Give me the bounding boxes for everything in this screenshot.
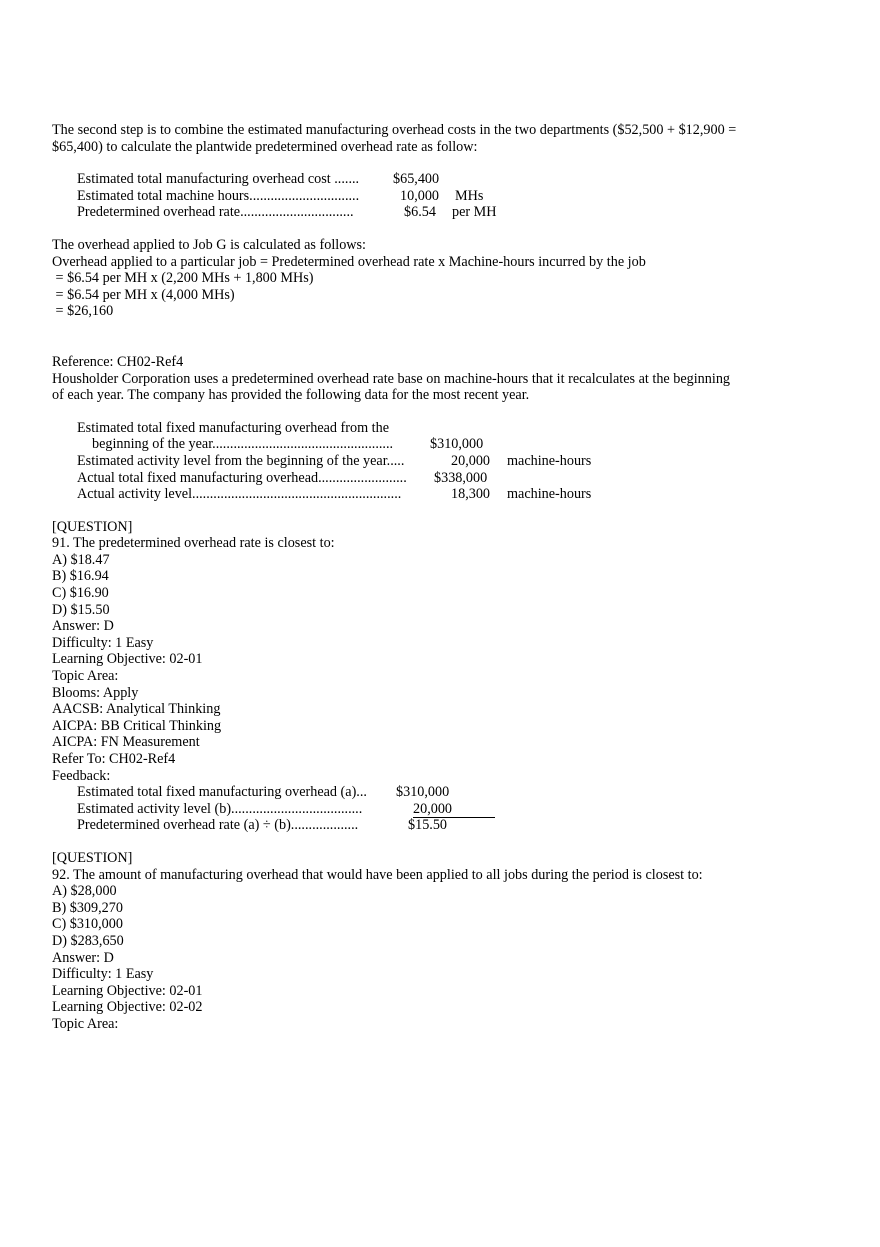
feedback-table xyxy=(77,784,772,834)
learning-objective: Learning Objective: 02-01 xyxy=(52,982,203,999)
table-row xyxy=(77,171,772,188)
difficulty: Difficulty: 1 Easy xyxy=(52,634,154,651)
rate-table xyxy=(77,171,772,221)
data-label: beginning of the year................................................... xyxy=(92,436,394,453)
aicpa: AICPA: FN Measurement xyxy=(52,734,200,751)
table-row xyxy=(77,817,772,834)
table-row xyxy=(77,436,772,453)
option-c: C) $16.90 xyxy=(52,585,109,602)
data-label: Estimated activity level from the beginning of the year..... xyxy=(77,452,405,469)
question-text: 92. The amount of manufacturing overhead that would have been applied to all jobs during the period is closest to: xyxy=(52,866,703,883)
data-unit: machine-hours xyxy=(507,486,592,503)
table-row xyxy=(77,784,772,801)
learning-objective: Learning Objective: 02-01 xyxy=(52,651,203,668)
table-row xyxy=(77,204,772,221)
answer: Answer: D xyxy=(52,949,114,966)
applied-heading: The overhead applied to Job G is calculated as follows: xyxy=(52,236,367,253)
blooms: Blooms: Apply xyxy=(52,684,139,701)
data-unit: machine-hours xyxy=(507,452,592,469)
option-c: C) $310,000 xyxy=(52,916,123,933)
feedback-value-b xyxy=(413,801,495,819)
table-row xyxy=(77,801,772,818)
reference-line-2: of each year. The company has provided the following data for the most recent year. xyxy=(52,387,530,404)
rate-label: Estimated total manufacturing overhead cost ....... xyxy=(77,171,360,188)
rate-label: Predetermined overhead rate................................ xyxy=(77,204,354,221)
aacsb: AACSB: Analytical Thinking xyxy=(52,701,221,718)
rate-value: 10,000 xyxy=(400,187,440,204)
feedback-label-b: Estimated activity level (b)..................................... xyxy=(77,800,363,817)
difficulty: Difficulty: 1 Easy xyxy=(52,966,154,983)
option-d: D) $283,650 xyxy=(52,932,124,949)
option-a: A) $18.47 xyxy=(52,551,110,568)
option-d: D) $15.50 xyxy=(52,601,110,618)
data-label: Estimated total fixed manufacturing overhead from the xyxy=(77,419,390,436)
table-row xyxy=(77,486,772,503)
learning-objective: Learning Objective: 02-02 xyxy=(52,999,203,1016)
aicpa: AICPA: BB Critical Thinking xyxy=(52,717,222,734)
feedback-value-a: $310,000 xyxy=(396,784,450,801)
question-tag: [QUESTION] xyxy=(52,518,133,535)
feedback-value-rate: $15.50 xyxy=(408,817,448,834)
topic-area: Topic Area: xyxy=(52,668,119,685)
table-row xyxy=(77,453,772,470)
applied-step-3: = $26,160 xyxy=(52,303,114,320)
data-value: $338,000 xyxy=(434,469,488,486)
option-a: A) $28,000 xyxy=(52,883,117,900)
data-label: Actual activity level........................................................... xyxy=(77,486,402,503)
rate-value: $6.54 xyxy=(404,204,436,221)
applied-step-2: = $6.54 per MH x (4,000 MHs) xyxy=(52,286,235,303)
data-value: 18,300 xyxy=(451,486,491,503)
rate-unit: MHs xyxy=(455,187,484,204)
intro-line-1: The second step is to combine the estimated manufacturing overhead costs in the two departments ($52,500 + $12,900 = xyxy=(52,122,737,138)
option-b: B) $309,270 xyxy=(52,899,123,916)
feedback-label-rate: Predetermined overhead rate (a) ÷ (b)................... xyxy=(77,817,359,834)
document-page xyxy=(52,122,772,1033)
refer-to: Refer To: CH02-Ref4 xyxy=(52,751,176,767)
question-tag: [QUESTION] xyxy=(52,849,133,866)
question-text: 91. The predetermined overhead rate is closest to: xyxy=(52,535,335,552)
topic-area: Topic Area: xyxy=(52,1015,119,1032)
rate-value: $65,400 xyxy=(393,171,440,188)
feedback-label: Feedback: xyxy=(52,767,111,784)
reference-label: Reference: CH02-Ref4 xyxy=(52,353,184,370)
answer: Answer: D xyxy=(52,618,114,635)
table-row xyxy=(77,188,772,205)
data-label: Actual total fixed manufacturing overhead......................... xyxy=(77,469,407,486)
reference-line-1: Housholder Corporation uses a predetermined overhead rate base on machine-hours that it recalculates at the beginning xyxy=(52,370,731,387)
feedback-label-a: Estimated total fixed manufacturing overhead (a)... xyxy=(77,784,367,801)
data-table xyxy=(77,420,772,503)
applied-formula: Overhead applied to a particular job = Predetermined overhead rate x Machine-hours incurred by the job xyxy=(52,253,646,270)
data-value: 20,000 xyxy=(451,452,491,469)
option-b: B) $16.94 xyxy=(52,568,109,585)
rate-label: Estimated total machine hours............................... xyxy=(77,187,360,204)
intro-line-2: $65,400) to calculate the plantwide predetermined overhead rate as follow: xyxy=(52,138,478,155)
feedback-value-b-text: 20,000 xyxy=(413,800,453,817)
table-row xyxy=(77,470,772,487)
data-value: $310,000 xyxy=(430,436,484,453)
table-row xyxy=(77,420,772,437)
rate-unit: per MH xyxy=(452,204,497,221)
applied-step-1: = $6.54 per MH x (2,200 MHs + 1,800 MHs) xyxy=(52,270,314,287)
